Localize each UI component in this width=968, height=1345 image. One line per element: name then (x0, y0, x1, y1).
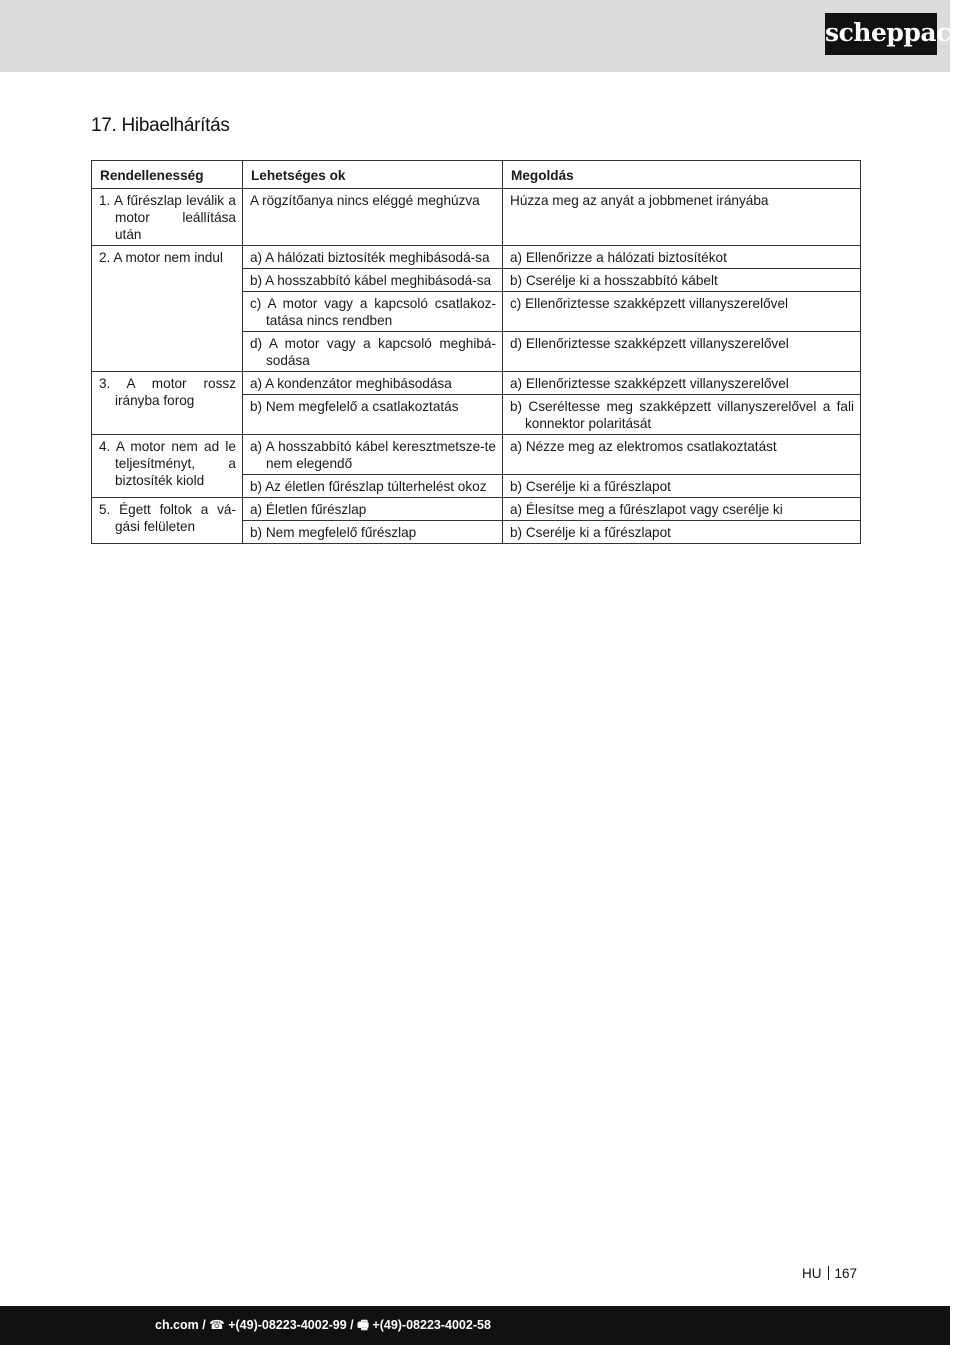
cause-cell: a) Életlen fűrészlap (243, 498, 503, 521)
solution-cell: Húzza meg az anyát a jobbmenet irányába (503, 189, 861, 246)
table-row (92, 372, 861, 395)
cause-cell: b) Nem megfelelő fűrészlap (243, 521, 503, 544)
solution-cell: d) Ellenőriztesse szakképzett villanyszerelővel (503, 332, 861, 372)
troubleshooting-table (91, 160, 861, 544)
page-number-value: 167 (834, 1266, 858, 1281)
scheppach-logo: scheppach (825, 13, 937, 55)
language-code: HU (802, 1266, 822, 1281)
solution-cell: a) Ellenőriztesse szakképzett villanyszerelővel (503, 372, 861, 395)
header-band (0, 0, 950, 72)
section-title: 17. Hibaelhárítás (91, 115, 230, 136)
cause-cell: d) A motor vagy a kapcsoló meghibá-sodása (243, 332, 503, 372)
solution-cell: a) Ellenőrizze a hálózati biztosítékot (503, 246, 861, 269)
cause-cell: a) A kondenzátor meghibásodása (243, 372, 503, 395)
column-header-solution: Megoldás (503, 161, 861, 189)
cause-cell: c) A motor vagy a kapcsoló csatlakoz-tatása nincs rendben (243, 292, 503, 332)
footer-contact: ch.com / ☎ +(49)-08223-4002-99 / 🖷 +(49)-08223-4002-58 (155, 1318, 491, 1332)
cause-cell: b) A hosszabbító kábel meghibásodá-sa (243, 269, 503, 292)
solution-cell: a) Élesítse meg a fűrészlapot vagy cserélje ki (503, 498, 861, 521)
cause-cell: a) A hálózati biztosíték meghibásodá-sa (243, 246, 503, 269)
problem-cell: 1. A fűrészlap leválik a motor leállítása után (92, 189, 243, 246)
table-row (92, 498, 861, 521)
solution-cell: b) Cserélje ki a hosszabbító kábelt (503, 269, 861, 292)
table-row (92, 246, 861, 269)
solution-cell: b) Cserélje ki a fűrészlapot (503, 475, 861, 498)
cause-cell: b) Az életlen fűrészlap túlterhelést okoz (243, 475, 503, 498)
divider (828, 1266, 829, 1280)
problem-cell: 3. A motor rossz irányba forog (92, 372, 243, 435)
problem-cell: 4. A motor nem ad le teljesítményt, a biztosíték kiold (92, 435, 243, 498)
cause-cell: A rögzítőanya nincs eléggé meghúzva (243, 189, 503, 246)
solution-cell: b) Cseréltesse meg szakképzett villanyszerelővel a fali konnektor polaritását (503, 395, 861, 435)
table-row (92, 435, 861, 475)
cause-cell: a) A hosszabbító kábel keresztmetsze-te nem elegendő (243, 435, 503, 475)
table-header-row (92, 161, 861, 189)
solution-cell: c) Ellenőriztesse szakképzett villanyszerelővel (503, 292, 861, 332)
solution-cell: b) Cserélje ki a fűrészlapot (503, 521, 861, 544)
solution-cell: a) Nézze meg az elektromos csatlakoztatást (503, 435, 861, 475)
column-header-cause: Lehetséges ok (243, 161, 503, 189)
problem-cell: 2. A motor nem indul (92, 246, 243, 372)
page-number (802, 1266, 857, 1281)
problem-cell: 5. Égett foltok a vá-gási felületen (92, 498, 243, 544)
table-row (92, 189, 861, 246)
column-header-problem: Rendellenesség (92, 161, 243, 189)
cause-cell: b) Nem megfelelő a csatlakoztatás (243, 395, 503, 435)
